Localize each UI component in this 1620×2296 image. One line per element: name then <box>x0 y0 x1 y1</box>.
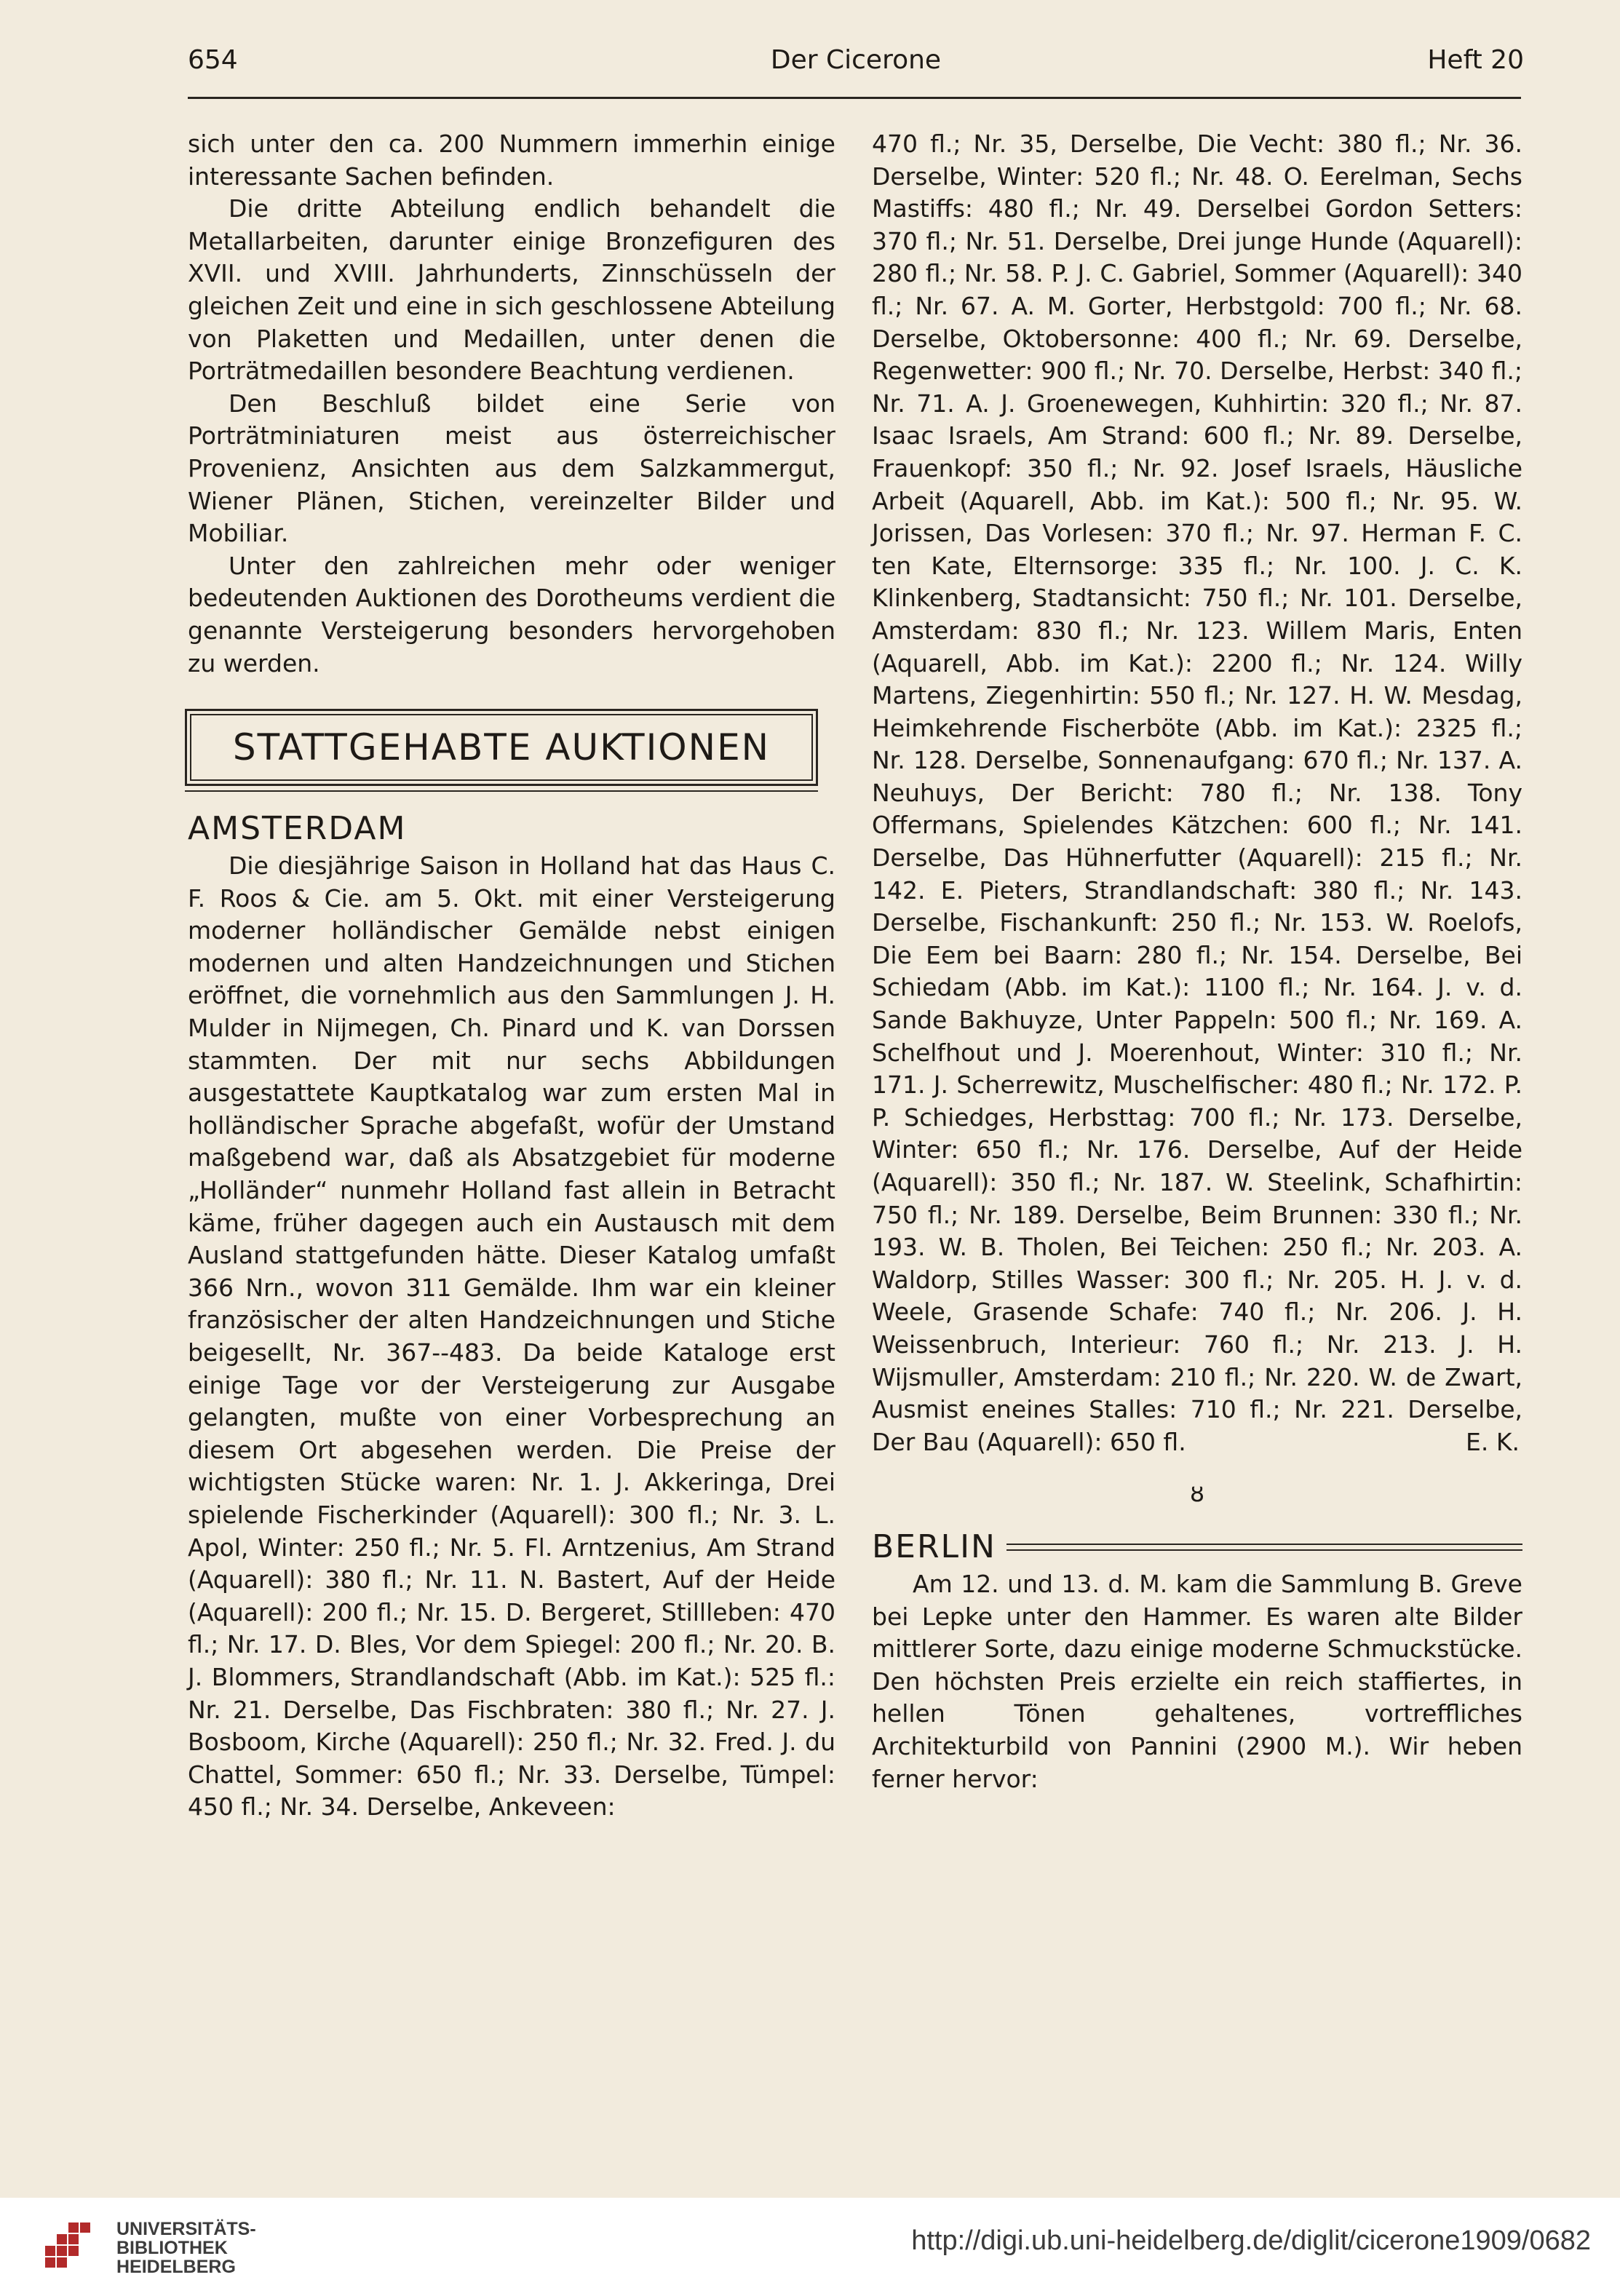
section-rule <box>185 790 818 792</box>
city-heading-line <box>872 1526 1522 1568</box>
separator-ornament: ȣ <box>1190 1479 1204 1508</box>
double-rule <box>1006 1544 1522 1551</box>
library-name: UNIVERSITÄTS- BIBLIOTHEK HEIDELBERG <box>116 2219 256 2277</box>
paragraph: Unter den zahlreichen mehr oder weniger bedeutenden Auktionen des Dorotheums verdient die genannte Versteigerung besonders hervorgehoben zu werden. <box>188 551 835 678</box>
city-heading-amsterdam: AMSTERDAM <box>188 810 407 848</box>
city-heading-berlin: BERLIN <box>872 1528 996 1565</box>
paragraph: Die dritte Abteilung endlich behandelt die Metallarbeiten, darunter einige Bronzefiguren des XVII. und XVIII. Jahrhunderts, Zinnschüsseln der gleichen Zeit und eine in sich geschlossene Abteilung von Plaketten und Medaillen, unter denen die Porträtmedaillen besondere Beachtung verdienen. <box>188 194 835 386</box>
paragraph: Den Beschluß bildet eine Serie von Porträtminiaturen meist aus österreichischer Provenienz, Ansichten aus dem Salzkammergut, Wiener Plänen, Stichen, vereinzelter Bilder und Mobiliar. <box>188 389 835 548</box>
right-column <box>872 128 1522 1795</box>
section-title-box <box>185 709 818 786</box>
left-column <box>188 128 835 1824</box>
header-rule <box>188 97 1521 99</box>
journal-title: Der Cicerone <box>770 45 942 75</box>
issue-label: Heft 20 <box>1427 45 1524 75</box>
paragraph: Am 12. und 13. d. M. kam die Sammlung B. Greve bei Lepke unter den Hammer. Es waren alte Bilder mittlerer Sorte, dazu einige moderne Schmuckstücke. Den höchsten Preis erzielte ein reich staffiertes, in hellen Tönen gehaltenes, vortreffliches Architekturbild von Pannini (2900 M.). Wir heben ferner hervor: <box>872 1569 1522 1793</box>
footer-bar <box>0 2198 1620 2296</box>
author-signature: E. K. <box>1466 1427 1520 1456</box>
paragraph: Die diesjährige Saison in Holland hat das Haus C. F. Roos & Cie. am 5. Okt. mit einer Versteigerung moderner holländischer Gemälde nebst einigen modernen und alten Handzeichnungen und Stichen eröffnet, die vornehmlich aus den Sammlungen J. H. Mulder in Nijmegen, Ch. Pinard und K. van Dorssen stammten. Der mit nur sechs Abbildungen ausgestattete Kauptkatalog war zum ersten Mal in holländischer Sprache abgefaßt, wofür der Umstand maßgebend war, daß als Absatzgebiet für moderne „Holländer“ nunmehr Holland fast allein in Betracht käme, früher dagegen auch ein Austausch mit dem Ausland stattgefunden hätte. Dieser Katalog umfaßt 366 Nrn., wovon 311 Gemälde. Ihm war ein kleiner französischer der alten Handzeichnungen und Stiche beigesellt, Nr. 367--483. Da beide Kataloge erst einige Tage vor der Versteigerung zur Ausgabe gelangten, mußte von einer Vorbesprechung an diesem Ort abgesehen werden. Die Preise der wichtigsten Stücke waren: Nr. 1. J. Akkeringa, Drei spielende Fischerkinder (Aquarell): 300 fl.; Nr. 3. L. Apol, Winter: 250 fl.; Nr. 5. Fl. Arntzenius, Am Strand (Aquarell): 380 fl.; Nr. 11. N. Bastert, Auf der Heide (Aquarell): 200 fl.; Nr. 15. D. Bergeret, Stillleben: 470 fl.; Nr. 17. D. Bles, Vor dem Spiegel: 200 fl.; Nr. 20. B. J. Blommers, Strandlandschaft (Abb. im Kat.): 525 fl.: Nr. 21. Derselbe, Das Fischbraten: 380 fl.; Nr. 27. J. Bosboom, Kirche (Aquarell): 250 fl.; Nr. 32. Fred. J. du Chattel, Sommer: 650 fl.; Nr. 33. Derselbe, Tümpel: 450 fl.; Nr. 34. Derselbe, Ankeveen: <box>188 851 835 1822</box>
source-url-link[interactable]: http://digi.ub.uni-heidelberg.de/diglit/cicerone1909/0682 <box>911 2225 1591 2256</box>
running-header <box>188 45 1524 89</box>
paragraph: 470 fl.; Nr. 35, Derselbe, Die Vecht: 380 fl.; Nr. 36. Derselbe, Winter: 520 fl.; Nr. 48. O. Eerelman, Sechs Mastiffs: 480 fl.; Nr. 49. Derselbei Gordon Setters: 370 fl.; Nr. 51. Derselbe, Drei junge Hunde (Aquarell): 280 fl.; Nr. 58. P. J. C. Gabriel, Sommer (Aquarell): 340 fl.; Nr. 67. A. M. Gorter, Herbstgold: 700 fl.; Nr. 68. Derselbe, Oktobersonne: 400 fl.; Nr. 69. Derselbe, Regenwetter: 900 fl.; Nr. 70. Derselbe, Herbst: 340 fl.; Nr. 71. A. J. Groenewegen, Kuhhirtin: 320 fl.; Nr. 87. Isaac Israels, Am Strand: 600 fl.; Nr. 89. Derselbe, Frauenkopf: 350 fl.; Nr. 92. Josef Israels, Häusliche Arbeit (Aquarell, Abb. im Kat.): 500 fl.; Nr. 95. W. Jorissen, Das Vorlesen: 370 fl.; Nr. 97. Herman F. C. ten Kate, Elternsorge: 335 fl.; Nr. 100. J. C. K. Klinkenberg, Stadtansicht: 750 fl.; Nr. 101. Derselbe, Amsterdam: 830 fl.; Nr. 123. Willem Maris, Enten (Aquarell, Abb. im Kat.): 2200 fl.; Nr. 124. Willy Martens, Ziegenhirtin: 550 fl.; Nr. 127. H. W. Mesdag, Heimkehrende Fischerböte (Abb. im Kat.): 2325 fl.; Nr. 128. Derselbe, Sonnenaufgang: 670 fl.; Nr. 137. A. Neuhuys, Der Bericht: 780 fl.; Nr. 138. Tony Offermans, Spielendes Kätzchen: 600 fl.; Nr. 141. Derselbe, Das Hühnerfutter (Aquarell): 215 fl.; Nr. 142. E. Pieters, Strandlandschaft: 380 fl.; Nr. 143. Derselbe, Fischankunft: 250 fl.; Nr. 153. W. Roelofs, Die Eem bei Baarn: 280 fl.; Nr. 154. Derselbe, Bei Schiedam (Abb. im Kat.): 1100 fl.; Nr. 164. J. v. d. Sande Bakhuyze, Unter Pappeln: 500 fl.; Nr. 169. A. Schelfhout und J. Moerenhout, Winter: 310 fl.; Nr. 171. J. Scherrewitz, Muschelfischer: 480 fl.; Nr. 172. P. P. Schiedges, Herbsttag: 700 fl.; Nr. 173. Derselbe, Winter: 650 fl.; Nr. 176. Derselbe, Auf der Heide (Aquarell): 350 fl.; Nr. 187. W. Steelink, Schafhirtin: 750 fl.; Nr. 189. Derselbe, Beim Brunnen: 330 fl.; Nr. 193. W. B. Tholen, Bei Teichen: 250 fl.; Nr. 203. A. Waldorp, Stilles Wasser: 300 fl.; Nr. 205. H. J. v. d. Weele, Grasende Schafe: 740 fl.; Nr. 206. J. H. Weissenbruch, Interieur: 760 fl.; Nr. 213. J. H. Wijsmuller, Amsterdam: 210 fl.; Nr. 220. W. de Zwart, Ausmist eneines Stalles: 710 fl.; Nr. 221. Derselbe, Der Bau (Aquarell): 650 fl. <box>872 130 1522 1456</box>
page-number: 654 <box>188 45 238 75</box>
paragraph: sich unter den ca. 200 Nummern immerhin einige interessante Sachen befinden. <box>188 130 835 191</box>
section-title: STATTGEHABTE AUKTIONEN <box>190 714 813 781</box>
library-logo-icon <box>41 2217 100 2276</box>
